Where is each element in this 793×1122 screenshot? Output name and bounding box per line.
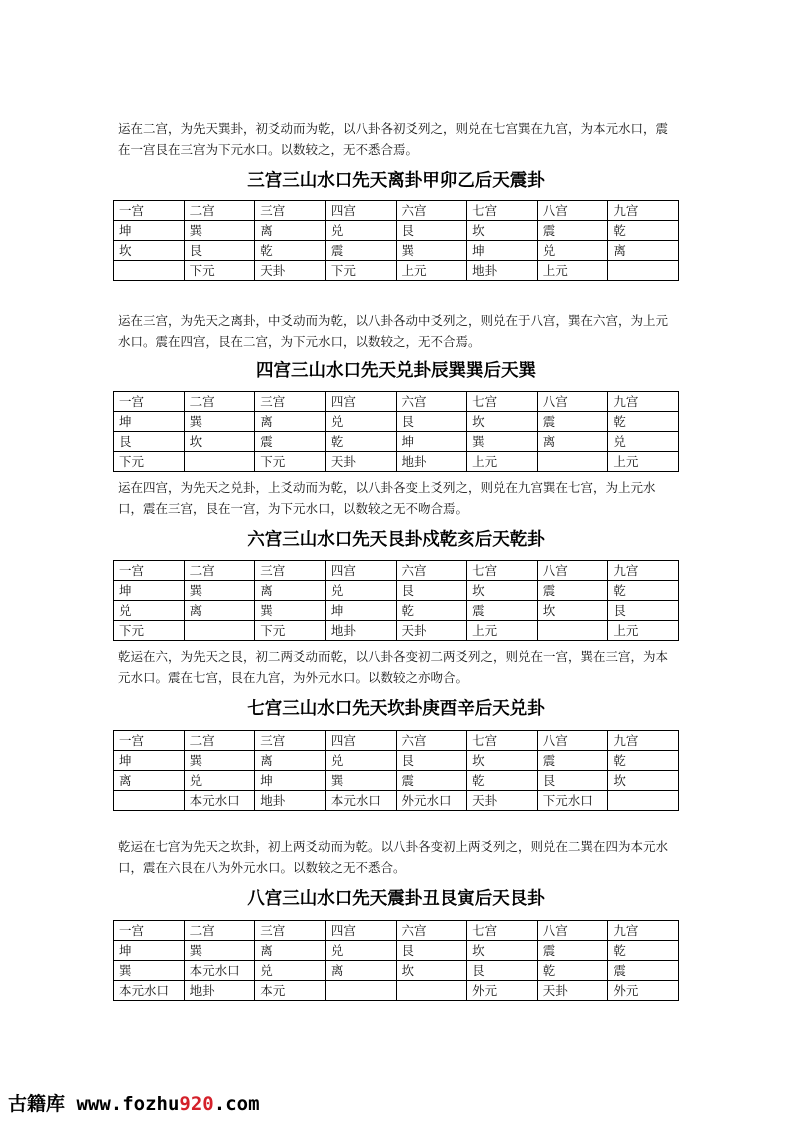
table-cell: 兑 bbox=[325, 412, 396, 432]
table-cell: 七宫 bbox=[467, 921, 538, 941]
table-cell: 九宫 bbox=[608, 921, 679, 941]
table-cell: 地卦 bbox=[396, 452, 467, 472]
table-cell: 乾 bbox=[608, 941, 679, 961]
paragraph: 运在二宫，为先天巽卦，初爻动而为乾，以八卦各初爻列之，则兑在七宫巽在九宫，为本元水口，震在一宫艮在三宫为下元水口。以数较之，无不悉合焉。 bbox=[118, 121, 669, 157]
table-row bbox=[114, 941, 679, 961]
table-cell: 四宫 bbox=[325, 921, 396, 941]
table-cell: 天卦 bbox=[467, 791, 538, 811]
table-cell: 坎 bbox=[537, 601, 608, 621]
table-cell: 乾 bbox=[396, 601, 467, 621]
table-cell: 二宫 bbox=[184, 921, 255, 941]
table-cell: 震 bbox=[537, 751, 608, 771]
table-cell: 二宫 bbox=[184, 731, 255, 751]
paragraph: 运在三宫，为先天之离卦，中爻动而为乾，以八卦各动中爻列之，则兑在于八宫，巽在六宫，为上元水口。震在四宫，艮在二宫，为下元水口，以数较之，无不合焉。 bbox=[118, 313, 669, 349]
table-header-row bbox=[114, 731, 679, 751]
table-row bbox=[114, 771, 679, 791]
table-cell: 二宫 bbox=[184, 561, 255, 581]
site-watermark bbox=[8, 1089, 260, 1116]
table-cell: 三宫 bbox=[255, 561, 326, 581]
table-cell: 一宫 bbox=[114, 392, 185, 412]
table-cell: 坎 bbox=[467, 581, 538, 601]
table-cell: 地卦 bbox=[467, 261, 538, 281]
table-cell: 二宫 bbox=[184, 392, 255, 412]
table-cell bbox=[537, 621, 608, 641]
table-cell: 本元水口 bbox=[184, 961, 255, 981]
table-cell: 四宫 bbox=[325, 561, 396, 581]
table-cell: 巽 bbox=[184, 581, 255, 601]
table-cell: 坤 bbox=[325, 601, 396, 621]
table-cell: 兑 bbox=[184, 771, 255, 791]
table-cell: 乾 bbox=[608, 751, 679, 771]
table-cell: 兑 bbox=[325, 221, 396, 241]
table-cell: 七宫 bbox=[467, 392, 538, 412]
table-cell: 坤 bbox=[114, 941, 185, 961]
table-cell: 乾 bbox=[537, 961, 608, 981]
table-cell: 八宫 bbox=[537, 921, 608, 941]
table-cell: 震 bbox=[325, 241, 396, 261]
table-cell: 上元 bbox=[396, 261, 467, 281]
table-cell: 离 bbox=[255, 412, 326, 432]
table-cell: 兑 bbox=[537, 241, 608, 261]
table-row bbox=[114, 432, 679, 452]
table-cell: 六宫 bbox=[396, 201, 467, 221]
table-cell bbox=[184, 452, 255, 472]
table-cell: 九宫 bbox=[608, 392, 679, 412]
table-cell: 上元 bbox=[467, 452, 538, 472]
table-cell: 一宫 bbox=[114, 201, 185, 221]
table-cell: 三宫 bbox=[255, 921, 326, 941]
table-header-row bbox=[114, 392, 679, 412]
table-cell: 八宫 bbox=[537, 561, 608, 581]
table-cell: 三宫 bbox=[255, 392, 326, 412]
table-cell: 艮 bbox=[396, 581, 467, 601]
site-url-suffix: .com bbox=[213, 1093, 260, 1115]
table-cell: 六宫 bbox=[396, 561, 467, 581]
table-cell: 艮 bbox=[396, 412, 467, 432]
table-cell: 兑 bbox=[255, 961, 326, 981]
trigram-table bbox=[113, 730, 679, 811]
table-cell: 艮 bbox=[537, 771, 608, 791]
table-cell: 下元 bbox=[114, 621, 185, 641]
table-cell: 八宫 bbox=[537, 392, 608, 412]
table-cell: 地卦 bbox=[325, 621, 396, 641]
table-row bbox=[114, 452, 679, 472]
table-cell: 坎 bbox=[114, 241, 185, 261]
table-cell bbox=[114, 261, 185, 281]
table-row bbox=[114, 261, 679, 281]
table-cell: 下元水口 bbox=[537, 791, 608, 811]
table-cell: 离 bbox=[255, 581, 326, 601]
table-cell: 九宫 bbox=[608, 731, 679, 751]
table-cell bbox=[396, 981, 467, 1001]
table-cell: 兑 bbox=[608, 432, 679, 452]
table-cell: 巽 bbox=[184, 221, 255, 241]
table-row bbox=[114, 621, 679, 641]
table-cell: 天卦 bbox=[325, 452, 396, 472]
trigram-table bbox=[113, 920, 679, 1001]
table-cell: 本元水口 bbox=[325, 791, 396, 811]
paragraph: 乾运在七宫为先天之坎卦，初上两爻动而为乾。以八卦各变初上两爻列之，则兑在二巽在四为本元水口，震在六艮在八为外元水口。以数较之无不悉合。 bbox=[118, 839, 669, 875]
table-cell: 震 bbox=[537, 941, 608, 961]
table-cell: 离 bbox=[255, 941, 326, 961]
table-cell: 天卦 bbox=[537, 981, 608, 1001]
table-cell: 巽 bbox=[184, 751, 255, 771]
table-cell: 八宫 bbox=[537, 731, 608, 751]
table-cell: 六宫 bbox=[396, 392, 467, 412]
table-cell: 震 bbox=[537, 581, 608, 601]
table-cell: 震 bbox=[608, 961, 679, 981]
table-cell bbox=[114, 791, 185, 811]
section-heading: 三宫三山水口先天离卦甲卯乙后天震卦 bbox=[247, 171, 545, 191]
trigram-table bbox=[113, 560, 679, 641]
table-cell: 四宫 bbox=[325, 392, 396, 412]
table-cell bbox=[325, 981, 396, 1001]
table-cell: 上元 bbox=[608, 452, 679, 472]
table-cell: 震 bbox=[467, 601, 538, 621]
table-row bbox=[114, 601, 679, 621]
table-cell: 外元 bbox=[467, 981, 538, 1001]
section-heading: 八宫三山水口先天震卦丑艮寅后天艮卦 bbox=[247, 889, 545, 909]
table-row bbox=[114, 751, 679, 771]
table-row bbox=[114, 412, 679, 432]
table-cell: 兑 bbox=[325, 941, 396, 961]
table-cell: 七宫 bbox=[467, 731, 538, 751]
site-url-prefix: www.fozhu bbox=[76, 1093, 180, 1115]
table-cell: 巽 bbox=[325, 771, 396, 791]
table-cell: 艮 bbox=[396, 221, 467, 241]
table-header-row bbox=[114, 201, 679, 221]
table-cell: 坎 bbox=[608, 771, 679, 791]
table-cell: 震 bbox=[537, 412, 608, 432]
table-cell: 坤 bbox=[396, 432, 467, 452]
table-cell: 乾 bbox=[255, 241, 326, 261]
table-cell: 艮 bbox=[396, 941, 467, 961]
table-cell: 三宫 bbox=[255, 201, 326, 221]
table-cell: 三宫 bbox=[255, 731, 326, 751]
table-cell: 坎 bbox=[184, 432, 255, 452]
table-cell: 震 bbox=[255, 432, 326, 452]
table-cell: 坎 bbox=[467, 941, 538, 961]
table-cell: 九宫 bbox=[608, 561, 679, 581]
table-cell: 艮 bbox=[608, 601, 679, 621]
table-cell: 艮 bbox=[396, 751, 467, 771]
table-cell: 艮 bbox=[184, 241, 255, 261]
table-cell: 七宫 bbox=[467, 561, 538, 581]
table-cell: 九宫 bbox=[608, 201, 679, 221]
table-row bbox=[114, 961, 679, 981]
table-cell: 二宫 bbox=[184, 201, 255, 221]
trigram-table bbox=[113, 200, 679, 281]
table-cell: 本元 bbox=[255, 981, 326, 1001]
table-cell: 震 bbox=[396, 771, 467, 791]
table-cell: 坤 bbox=[114, 581, 185, 601]
table-cell: 离 bbox=[184, 601, 255, 621]
table-cell: 下元 bbox=[325, 261, 396, 281]
table-row bbox=[114, 791, 679, 811]
table-cell: 坤 bbox=[114, 221, 185, 241]
table-cell: 离 bbox=[537, 432, 608, 452]
table-cell: 乾 bbox=[467, 771, 538, 791]
table-cell: 坎 bbox=[396, 961, 467, 981]
table-cell: 下元 bbox=[184, 261, 255, 281]
table-cell bbox=[608, 791, 679, 811]
table-cell: 巽 bbox=[114, 961, 185, 981]
table-header-row bbox=[114, 561, 679, 581]
table-cell: 坎 bbox=[467, 751, 538, 771]
table-cell: 震 bbox=[537, 221, 608, 241]
table-cell: 七宫 bbox=[467, 201, 538, 221]
table-cell: 兑 bbox=[325, 581, 396, 601]
table-cell: 兑 bbox=[325, 751, 396, 771]
table-cell: 巽 bbox=[184, 941, 255, 961]
table-cell: 乾 bbox=[608, 221, 679, 241]
table-cell bbox=[537, 452, 608, 472]
table-cell: 坤 bbox=[114, 751, 185, 771]
table-cell: 六宫 bbox=[396, 921, 467, 941]
section-heading: 六宫三山水口先天艮卦戍乾亥后天乾卦 bbox=[247, 530, 545, 550]
table-cell: 四宫 bbox=[325, 731, 396, 751]
table-cell: 天卦 bbox=[396, 621, 467, 641]
site-name: 古籍库 bbox=[8, 1093, 66, 1115]
table-cell: 离 bbox=[255, 751, 326, 771]
table-cell: 离 bbox=[255, 221, 326, 241]
table-cell: 乾 bbox=[608, 581, 679, 601]
table-cell: 艮 bbox=[114, 432, 185, 452]
table-cell: 下元 bbox=[255, 452, 326, 472]
table-cell: 上元 bbox=[467, 621, 538, 641]
site-url-number: 920 bbox=[179, 1093, 214, 1115]
table-cell: 巽 bbox=[467, 432, 538, 452]
table-cell: 地卦 bbox=[255, 791, 326, 811]
table-cell: 坎 bbox=[467, 221, 538, 241]
paragraph: 运在四宫，为先天之兑卦，上爻动而为乾，以八卦各变上爻列之，则兑在九宫巽在七宫，为上元水口，震在三宫，艮在一宫，为下元水口，以数较之无不吻合焉。 bbox=[118, 480, 656, 516]
table-cell: 离 bbox=[608, 241, 679, 261]
table-cell: 乾 bbox=[608, 412, 679, 432]
trigram-table bbox=[113, 391, 679, 472]
paragraph: 乾运在六，为先天之艮，初二两爻动而乾，以八卦各变初二两爻列之，则兑在一宫，巽在三宫，为本元水口。震在七宫，艮在九宫，为外元水口。以数较之亦吻合。 bbox=[118, 649, 669, 685]
table-cell: 坤 bbox=[255, 771, 326, 791]
table-cell: 八宫 bbox=[537, 201, 608, 221]
table-cell: 本元水口 bbox=[114, 981, 185, 1001]
table-cell: 外元水口 bbox=[396, 791, 467, 811]
table-cell: 乾 bbox=[325, 432, 396, 452]
table-row bbox=[114, 581, 679, 601]
table-cell: 一宫 bbox=[114, 921, 185, 941]
table-cell: 一宫 bbox=[114, 561, 185, 581]
table-cell: 巽 bbox=[184, 412, 255, 432]
table-cell: 坤 bbox=[114, 412, 185, 432]
table-cell bbox=[608, 261, 679, 281]
table-row bbox=[114, 241, 679, 261]
table-cell: 地卦 bbox=[184, 981, 255, 1001]
table-cell: 本元水口 bbox=[184, 791, 255, 811]
table-cell: 离 bbox=[325, 961, 396, 981]
table-cell: 巽 bbox=[396, 241, 467, 261]
table-cell: 巽 bbox=[255, 601, 326, 621]
table-cell: 上元 bbox=[608, 621, 679, 641]
table-cell: 外元 bbox=[608, 981, 679, 1001]
table-cell: 上元 bbox=[537, 261, 608, 281]
table-row bbox=[114, 981, 679, 1001]
table-cell: 坤 bbox=[467, 241, 538, 261]
table-cell: 艮 bbox=[467, 961, 538, 981]
table-cell: 坎 bbox=[467, 412, 538, 432]
table-cell bbox=[184, 621, 255, 641]
table-cell: 四宫 bbox=[325, 201, 396, 221]
table-header-row bbox=[114, 921, 679, 941]
table-cell: 下元 bbox=[114, 452, 185, 472]
section-heading: 七宫三山水口先天坎卦庚酉辛后天兑卦 bbox=[247, 699, 545, 719]
table-cell: 兑 bbox=[114, 601, 185, 621]
table-cell: 六宫 bbox=[396, 731, 467, 751]
table-cell: 下元 bbox=[255, 621, 326, 641]
section-heading: 四宫三山水口先天兑卦辰巽巽后天巽 bbox=[256, 361, 536, 381]
table-cell: 离 bbox=[114, 771, 185, 791]
table-cell: 一宫 bbox=[114, 731, 185, 751]
table-cell: 天卦 bbox=[255, 261, 326, 281]
table-row bbox=[114, 221, 679, 241]
